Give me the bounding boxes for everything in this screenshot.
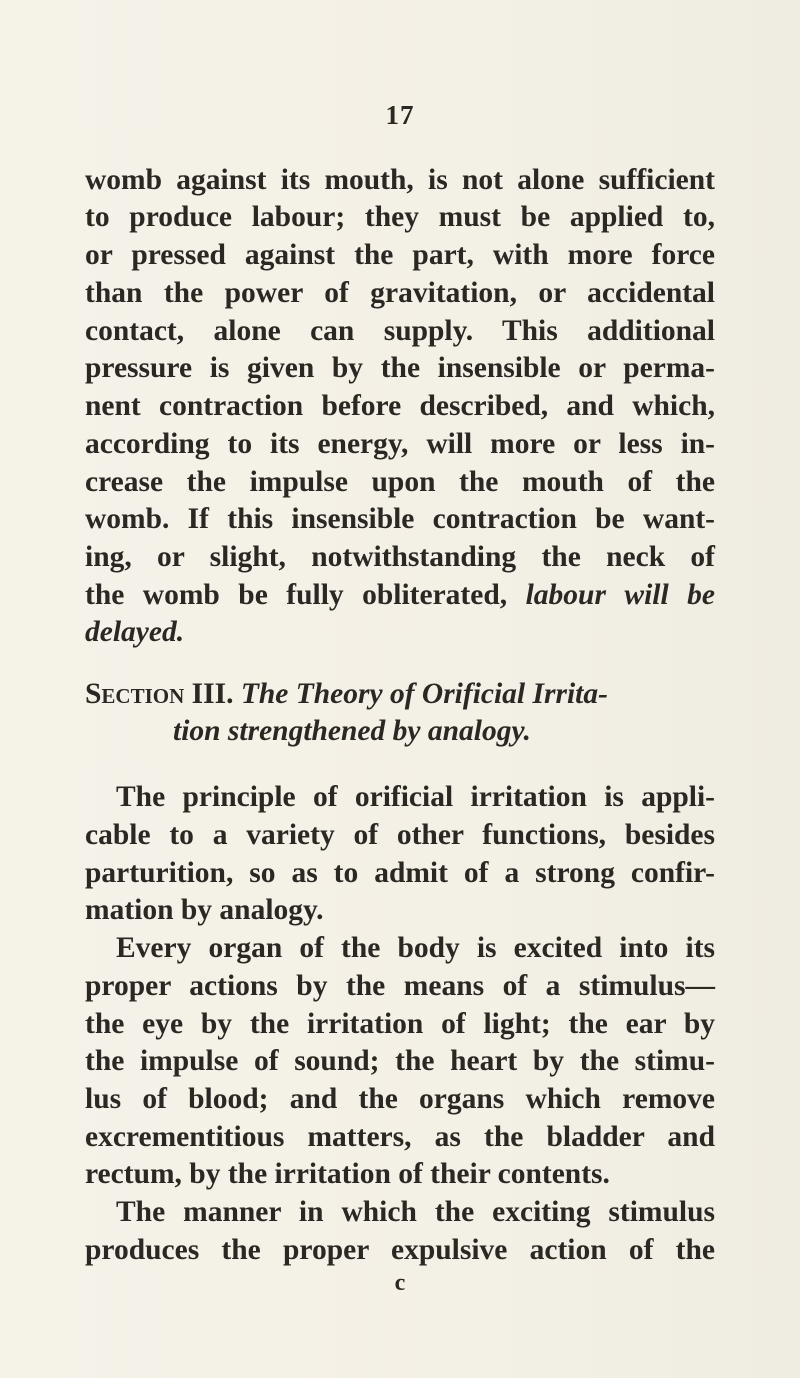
section-heading (0, 676, 715, 712)
text-line: excrementitious matters, as the bladder and (85, 1121, 715, 1153)
page-number: 17 (385, 100, 415, 130)
emphasis-text: delayed. (85, 616, 185, 648)
signature-mark: c (394, 1270, 406, 1296)
text-line: ing, or slight, notwithstanding the neck of (85, 541, 715, 573)
text-line: womb against its mouth, is not alone sufficient (85, 164, 715, 196)
text-line: nent contraction before described, and which, (85, 390, 715, 422)
text-line: according to its energy, will more or less in- (85, 428, 715, 460)
text-line: Every organ of the body is excited into its (116, 932, 715, 964)
text-line: to produce labour; they must be applied to, (85, 201, 715, 233)
text-line: crease the impulse upon the mouth of the (85, 466, 715, 498)
text-line (0, 577, 715, 613)
emphasis-text: labour will be (525, 579, 715, 611)
section-title-line1: The Theory of Orificial Irrita- (240, 678, 608, 710)
text-line: womb. If this insensible contraction be want- (85, 503, 715, 535)
text-line: cable to a variety of other functions, besides (85, 819, 715, 851)
section-title-line2: tion strengthened by analogy. (173, 715, 531, 747)
text-line: or pressed against the part, with more force (85, 239, 715, 271)
section-heading-continued (0, 713, 715, 749)
text-line: the impulse of sound; the heart by the stimu- (85, 1045, 715, 1077)
text-span: the womb be fully obliterated, (85, 579, 526, 611)
text-line: The principle of orificial irritation is appli- (116, 781, 715, 813)
text-line: the eye by the irritation of light; the ear by (85, 1008, 715, 1040)
text-line: proper actions by the means of a stimulus— (85, 970, 715, 1002)
text-line (0, 614, 715, 650)
text-line: lus of blood; and the organs which remove (85, 1083, 715, 1115)
text-line: mation by analogy. (85, 894, 324, 926)
text-line: contact, alone can supply. This additional (85, 315, 715, 347)
text-line: pressure is given by the insensible or perma- (85, 352, 715, 384)
text-line: produces the proper expulsive action of the (85, 1234, 715, 1266)
text-line: The manner in which the exciting stimulus (116, 1196, 715, 1228)
section-label: Section III. (85, 678, 234, 710)
text-line: than the power of gravitation, or accidental (85, 277, 715, 309)
text-line: parturition, so as to admit of a strong confir- (85, 857, 715, 889)
text-line: rectum, by the irritation of their contents. (85, 1158, 610, 1190)
